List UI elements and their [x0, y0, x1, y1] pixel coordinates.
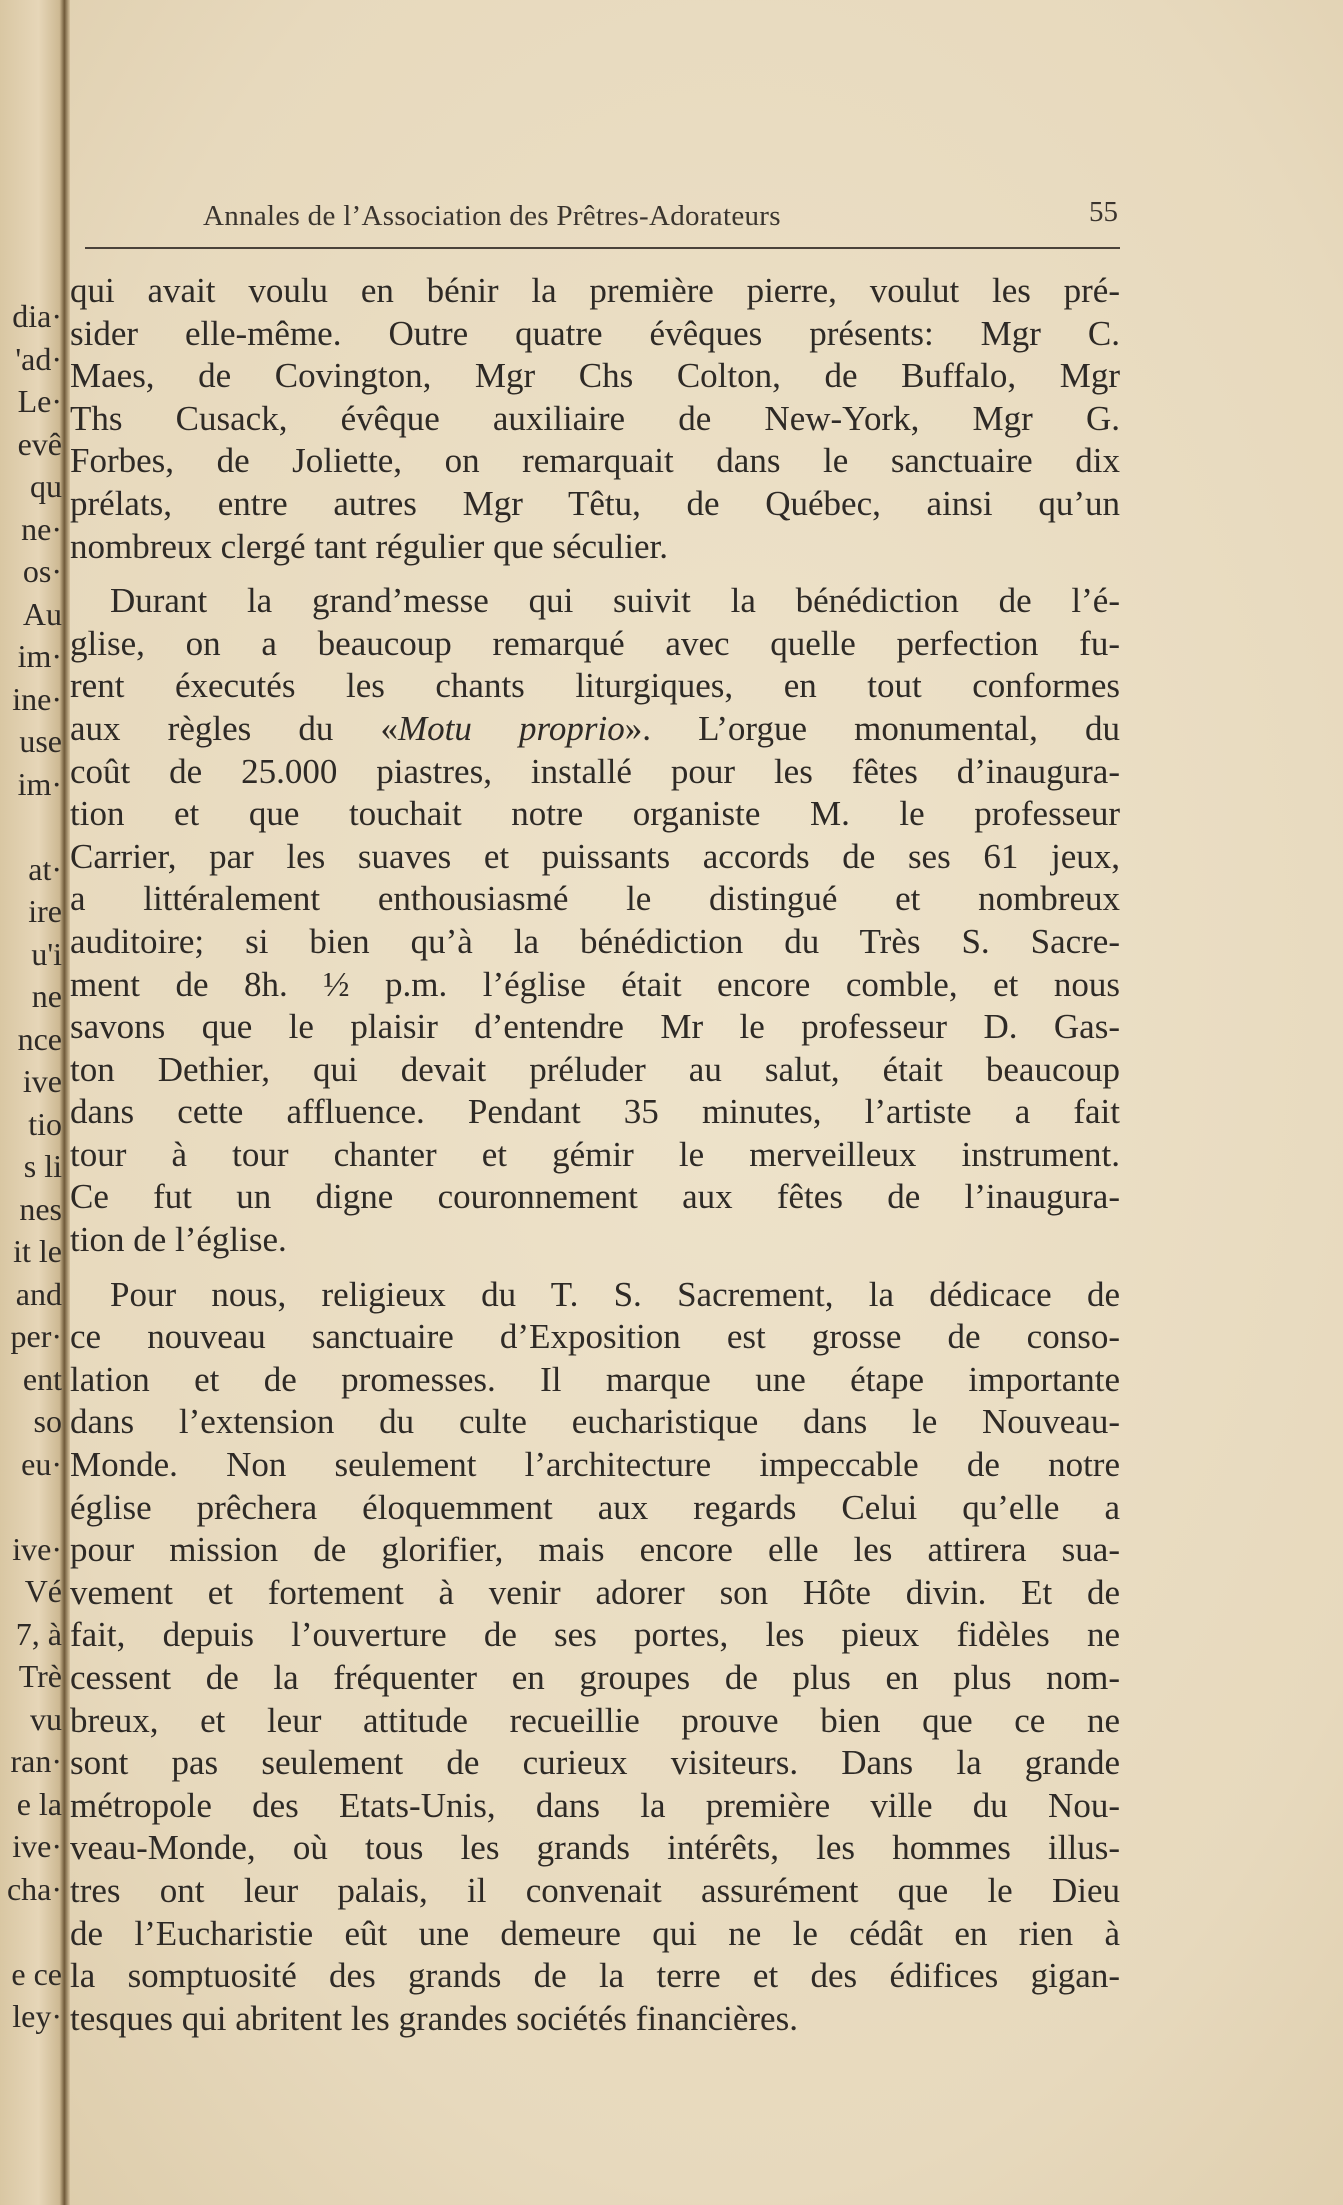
- text-line: tion et que touchait notre organiste M. le professeur: [70, 794, 1120, 834]
- gutter-fragment: ire: [28, 893, 62, 929]
- text-line: auditoire; si bien qu’à la bénédiction du Très S. Sacre-: [70, 921, 1120, 961]
- gutter-fragment: ive·: [12, 1530, 62, 1567]
- gutter-fragment: ive·: [12, 1828, 62, 1864]
- gutter-fragment: evê: [17, 425, 62, 462]
- gutter-fragment: at·: [28, 850, 62, 887]
- gutter-fragment: ne·: [21, 510, 62, 547]
- text-line: lation et de promesses. Il marque une étape importante: [70, 1359, 1120, 1399]
- previous-page-text-fragments: [0, 295, 62, 2038]
- text-line: a littéralement enthousiasmé le distingué et nombreux: [70, 879, 1120, 919]
- gutter-fragment: Vé: [24, 1573, 62, 1609]
- text-line: qui avait voulu en bénir la première pierre, voulut les pré-: [70, 271, 1120, 310]
- gutter-fragment: os·: [22, 553, 62, 589]
- text-line: rent éxecutés les chants liturgiques, en tout conformes: [70, 666, 1120, 706]
- gutter-fragment: qu: [30, 468, 62, 504]
- text-line: Ce fut un digne couronnement aux fêtes de l’inaugura-: [70, 1177, 1120, 1217]
- text-line: dans l’extension du culte eucharistique dans le Nouveau-: [70, 1402, 1120, 1442]
- paragraph: [70, 1274, 1120, 2041]
- text-line: breux, et leur attitude recueillie prouve bien que ce ne: [70, 1700, 1120, 1740]
- text-line: pour mission de glorifier, mais encore elle les attirera sua-: [70, 1530, 1120, 1570]
- text-line: tion de l’église.: [70, 1220, 287, 1260]
- gutter-fragment: s li: [23, 1148, 62, 1184]
- gutter-fragment: tio: [28, 1105, 62, 1142]
- gutter-fragment: u'i: [31, 935, 62, 972]
- running-header: [203, 196, 1118, 240]
- gutter-fragment: e ce: [11, 1955, 62, 1992]
- text-line: veau-Monde, où tous les grands intérêts, les hommes illus-: [70, 1828, 1120, 1868]
- gutter-fragment: it le: [13, 1233, 62, 1269]
- text-line: tour à tour chanter et gémir le merveilleux instrument.: [70, 1134, 1120, 1174]
- paragraph: [70, 270, 1120, 568]
- gutter-fragment: vu: [30, 1700, 62, 1737]
- gutter-fragment: Le·: [17, 383, 62, 419]
- text-line: fait, depuis l’ouverture de ses portes, les pieux fidèles ne: [70, 1615, 1120, 1655]
- gutter-fragment: use: [19, 723, 62, 759]
- gutter-fragment: e la: [16, 1785, 62, 1822]
- text-line: nombreux clergé tant régulier que séculier.: [70, 526, 669, 566]
- gutter-fragment: and: [15, 1275, 62, 1312]
- text-line: Maes, de Covington, Mgr Chs Colton, de Buffalo, Mgr: [70, 356, 1120, 396]
- gutter-fragment: ive: [22, 1063, 62, 1099]
- gutter-fragment: nes: [19, 1190, 62, 1227]
- paragraph: [70, 580, 1120, 1262]
- text-line: la somptuosité des grands de la terre et des édifices gigan-: [70, 1956, 1120, 1996]
- text-line: Monde. Non seulement l’architecture impeccable de notre: [70, 1445, 1120, 1485]
- text-line: Durant la grand’messe qui suivit la bénédiction de l’é-: [110, 581, 1120, 621]
- text-line: métropole des Etats-Unis, dans la première ville du Nou-: [70, 1785, 1120, 1825]
- text-line: glise, on a beaucoup remarqué avec quelle perfection fu-: [70, 623, 1120, 663]
- gutter-fragment: nce: [17, 1020, 62, 1057]
- text-line: de l’Eucharistie eût une demeure qui ne le cédât en rien à: [70, 1913, 1120, 1953]
- gutter-fragment: Au: [22, 595, 62, 632]
- gutter-fragment: Trè: [18, 1658, 62, 1694]
- gutter-fragment: 'ad·: [15, 340, 62, 377]
- text-line: dans cette affluence. Pendant 35 minutes, l’artiste a fait: [70, 1092, 1120, 1132]
- text-line: église prêchera éloquemment aux regards Celui qu’elle a: [70, 1487, 1120, 1527]
- text-line: cessent de la fréquenter en groupes de plus en plus nom-: [70, 1658, 1120, 1697]
- text-line: sont pas seulement de curieux visiteurs. Dans la grande: [70, 1743, 1120, 1783]
- gutter-fragment: im·: [17, 638, 62, 674]
- text-line: tesques qui abritent les grandes sociétés financières.: [70, 1998, 798, 2038]
- gutter-fragment: im·: [17, 765, 62, 802]
- gutter-fragment: ne: [31, 978, 62, 1014]
- body-text: [70, 270, 1120, 2052]
- text-line: ment de 8h. ½ p.m. l’église était encore comble, et nous: [70, 964, 1120, 1004]
- text-line: Forbes, de Joliette, on remarquait dans le sanctuaire dix: [70, 441, 1120, 481]
- gutter-fragment: [0, 1485, 62, 1528]
- previous-page-gutter: [0, 0, 70, 2205]
- text-line: ce nouveau sanctuaire d’Exposition est grosse de conso-: [70, 1317, 1120, 1357]
- gutter-fragment: eu·: [21, 1445, 62, 1482]
- text-line: prélats, entre autres Mgr Têtu, de Québec, ainsi qu’un: [70, 483, 1120, 523]
- gutter-fragment: [0, 805, 62, 848]
- gutter-fragment: dia·: [12, 298, 62, 334]
- gutter-fragment: ley·: [12, 1998, 62, 2034]
- gutter-fragment: [0, 1910, 62, 1953]
- text-line: savons que le plaisir d’entendre Mr le professeur D. Gas-: [70, 1007, 1120, 1047]
- text-line: aux règles du «Motu proprio». L’orgue monumental, du: [70, 708, 1120, 748]
- text-line: vement et fortement à venir adorer son Hôte divin. Et de: [70, 1572, 1120, 1612]
- text-line: tres ont leur palais, il convenait assurément que le Dieu: [70, 1870, 1120, 1910]
- text-line: Pour nous, religieux du T. S. Sacrement, la dédicace de: [110, 1274, 1120, 1314]
- gutter-fragment: ran·: [10, 1743, 62, 1779]
- text-line: Ths Cusack, évêque auxiliaire de New-York, Mgr G.: [70, 398, 1120, 438]
- gutter-fragment: 7, à: [15, 1615, 62, 1652]
- gutter-fragment: cha·: [6, 1870, 62, 1907]
- gutter-fragment: ine·: [12, 680, 62, 717]
- page-number: 55: [1089, 196, 1118, 228]
- running-header-title: Annales de l’Association des Prêtres-Adorateurs: [203, 200, 781, 232]
- gutter-fragment: per·: [10, 1318, 62, 1354]
- text-line: ton Dethier, qui devait préluder au salut, était beaucoup: [70, 1049, 1120, 1089]
- text-line: sider elle-même. Outre quatre évêques présents: Mgr C.: [70, 313, 1120, 353]
- text-line: coût de 25.000 piastres, installé pour les fêtes d’inaugura-: [70, 751, 1120, 791]
- text-line: Carrier, par les suaves et puissants accords de ses 61 jeux,: [70, 836, 1120, 876]
- gutter-fragment: ent: [22, 1360, 62, 1397]
- header-rule: [85, 247, 1120, 249]
- gutter-fragment: so: [33, 1403, 62, 1439]
